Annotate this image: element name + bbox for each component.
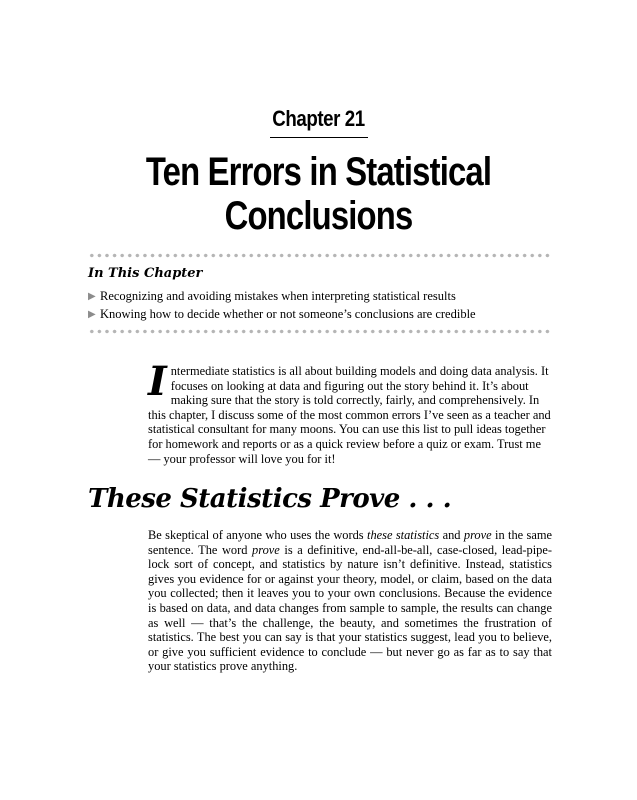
body-text: in the same sentence. The word (148, 528, 552, 557)
emphasis-text: prove (463, 528, 492, 542)
body-text: and (439, 528, 464, 542)
intro-paragraph (148, 358, 552, 466)
in-this-chapter-heading: In This Chapter (88, 266, 203, 281)
body-paragraph (148, 528, 552, 674)
dotted-rule-bottom (88, 329, 552, 334)
dotted-rule-top (88, 253, 552, 258)
chapter-bullet-list (88, 287, 476, 323)
bullet-text: Recognizing and avoiding mistakes when interpreting statistical results (100, 288, 456, 303)
list-item (88, 287, 476, 305)
arrow-bullet-icon: ▶ (88, 290, 96, 302)
chapter-label: Chapter 21 (272, 106, 365, 131)
bullet-text: Knowing how to decide whether or not someone’s conclusions are credible (100, 306, 476, 321)
body-text: is a definitive, end-all-be-all, case-closed, lead-pipe-lock sort of concept, and statistics by nature isn’t definitive. Instead, statistics gives you evidence for or against your theory, model, or claim, based on the data you collected; then it leaves you to your own conclusions. Because the evidence is based on data, and data changes from sample to sample, the results can change as well — that’s the challenge, the beauty, and sometimes the frustration of statistics. The best you can say is that your statistics suggest, lead you to believe, or give you sufficient evidence to conclude — but never go as far as to say that your statistics prove anything. (148, 542, 552, 674)
emphasis-text: these statistics (367, 528, 440, 542)
list-item (88, 305, 476, 323)
chapter-title (57, 150, 579, 238)
arrow-bullet-icon: ▶ (88, 308, 96, 320)
drop-cap: I (148, 358, 167, 405)
chapter-title-line-2: Conclusions (224, 194, 413, 238)
emphasis-text: prove (252, 542, 280, 557)
chapter-rule (270, 137, 368, 138)
chapter-title-line-1: Ten Errors in Statistical (145, 150, 492, 194)
intro-text: ntermediate statistics is all about building models and doing data analysis. It focuses on looking at data and figuring out the story behind it. It’s about making sure that the story is told correctly, fairly, and comprehensively. In this chapter, I discuss some of the most common errors I’ve seen as a teacher and statistical consultant for many moons. You can use this list to pull ideas together for homework and reports or as a quick review before a quiz or exam. Trust me — your professor will love you for it! (148, 364, 551, 466)
body-text: Be skeptical of anyone who uses the words (148, 528, 368, 542)
section-heading: These Statistics Prove . . . (88, 484, 452, 514)
